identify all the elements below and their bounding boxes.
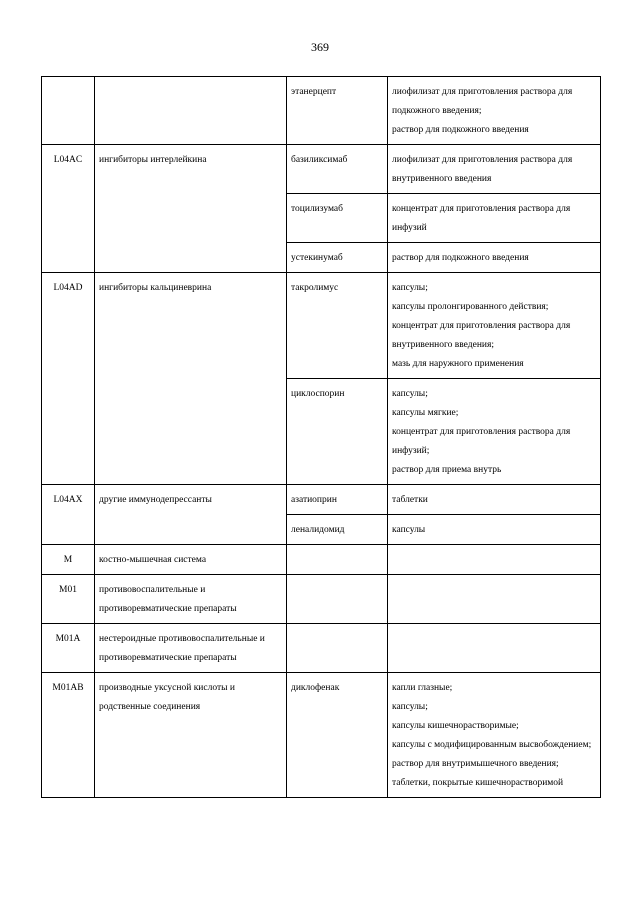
table-row [42,545,601,575]
dosage-forms-cell [388,379,601,485]
group-cell [95,77,287,145]
atc-code-cell: L04AD [42,273,95,485]
dosage-form: лиофилизат для приготовления раствора для подкожного введения; [392,87,573,116]
table-row [42,485,601,515]
group-cell: нестероидные противовоспалительные и противоревматические препараты [95,624,287,673]
dosage-form: капли глазные; [392,683,453,693]
dosage-forms-cell [388,485,601,515]
drug-name-cell: циклоспорин [287,379,388,485]
dosage-form: концентрат для приготовления раствора для внутривенного введения; [392,321,571,350]
atc-code-cell: M01AB [42,673,95,798]
group-cell: другие иммунодепрессанты [95,485,287,545]
group-cell: противовоспалительные и противоревматические препараты [95,575,287,624]
dosage-form: раствор для приема внутрь [392,465,502,475]
dosage-form: таблетки [392,495,428,505]
dosage-form: концентрат для приготовления раствора для инфузий [392,204,571,233]
atc-code-cell: L04AX [42,485,95,545]
dosage-forms-cell [388,243,601,273]
dosage-form: капсулы мягкие; [392,408,459,418]
drug-name-cell: тоцилизумаб [287,194,388,243]
atc-code-cell: M [42,545,95,575]
dosage-form: капсулы; [392,702,428,712]
drug-name-cell: леналидомид [287,515,388,545]
table-row [42,145,601,194]
drug-name-cell: устекинумаб [287,243,388,273]
page-number: 369 [311,40,329,54]
drug-name-cell: такролимус [287,273,388,379]
table-row [42,624,601,673]
dosage-forms-cell [388,77,601,145]
table-row [42,575,601,624]
dosage-form: капсулы кишечнорастворимые; [392,721,519,731]
drug-list-table [41,76,601,798]
atc-code-cell: L04AC [42,145,95,273]
dosage-forms-cell [388,545,601,575]
drug-name-cell: диклофенак [287,673,388,798]
drug-name-cell: базиликсимаб [287,145,388,194]
drug-name-cell: азатиоприн [287,485,388,515]
dosage-forms-cell [388,273,601,379]
drug-name-cell [287,575,388,624]
dosage-forms-cell [388,624,601,673]
dosage-form: раствор для подкожного введения [392,253,529,263]
drug-name-cell [287,545,388,575]
group-cell: ингибиторы интерлейкина [95,145,287,273]
table-row [42,273,601,379]
table-row [42,77,601,145]
atc-code-cell [42,77,95,145]
table-row [42,673,601,798]
dosage-form: капсулы; [392,283,428,293]
dosage-form: капсулы пролонгированного действия; [392,302,549,312]
group-cell: костно-мышечная система [95,545,287,575]
dosage-form: раствор для подкожного введения [392,125,529,135]
drug-name-cell: этанерцепт [287,77,388,145]
group-cell: производные уксусной кислоты и родственные соединения [95,673,287,798]
atc-code-cell: M01A [42,624,95,673]
dosage-forms-cell [388,515,601,545]
dosage-form: концентрат для приготовления раствора для инфузий; [392,427,571,456]
group-cell: ингибиторы кальциневрина [95,273,287,485]
dosage-form: мазь для наружного применения [392,359,524,369]
drug-name-cell [287,624,388,673]
dosage-form: капсулы; [392,389,428,399]
dosage-forms-cell [388,673,601,798]
dosage-form: капсулы [392,525,426,535]
dosage-form: капсулы с модифицированным высвобождением; [392,740,592,750]
dosage-form: лиофилизат для приготовления раствора для внутривенного введения [392,155,573,184]
dosage-form: раствор для внутримышечного введения; [392,759,559,769]
atc-code-cell: M01 [42,575,95,624]
dosage-forms-cell [388,575,601,624]
dosage-form: таблетки, покрытые кишечнорастворимой [392,778,564,788]
dosage-forms-cell [388,194,601,243]
dosage-forms-cell [388,145,601,194]
